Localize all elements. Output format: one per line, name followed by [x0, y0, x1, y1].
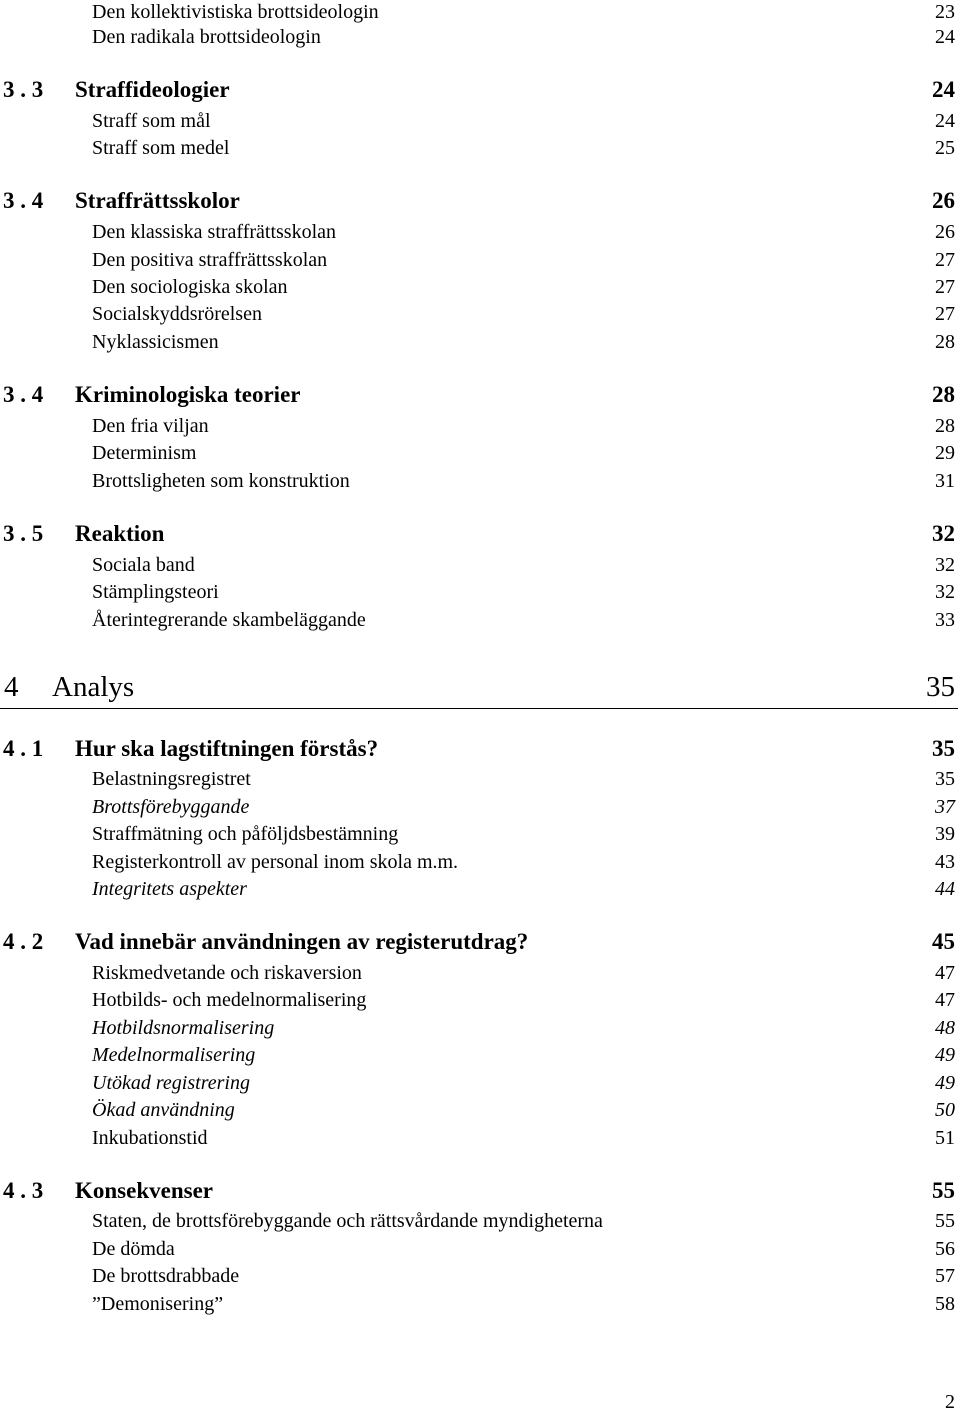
toc-entry-title: De brottsdrabbade: [92, 1265, 240, 1287]
toc-entry-page: 55: [935, 1210, 955, 1232]
toc-subsection-entry[interactable]: [0, 1124, 955, 1152]
toc-entry-title: Hotbilds- och medelnormalisering: [92, 989, 367, 1011]
toc-subsection-entry[interactable]: [0, 467, 955, 495]
toc-subsection-entry[interactable]: [0, 1069, 955, 1097]
toc-entry-title: Den radikala brottsideologin: [92, 26, 321, 48]
toc-entry-title: Straffmätning och påföljdsbestämning: [92, 823, 399, 845]
toc-entry-page: 44: [935, 878, 955, 900]
toc-entry-title: Den sociologiska skolan: [92, 276, 288, 298]
toc-entry-page: 28: [935, 331, 955, 353]
toc-entry-title: Sociala band: [92, 554, 195, 576]
toc-entry-page: 23: [935, 1, 955, 23]
toc-subsection-entry[interactable]: [0, 1290, 955, 1318]
toc-entry-page: 27: [935, 276, 955, 298]
toc-entry-page: 45: [932, 929, 955, 954]
toc-subsection-entry[interactable]: [0, 765, 955, 793]
toc-subsection-entry[interactable]: [0, 107, 955, 135]
toc-entry-number: 3 . 4: [3, 382, 44, 407]
toc-entry-title: Utökad registrering: [92, 1072, 250, 1094]
toc-entry-page: 35: [935, 768, 955, 790]
toc-entry-page: 32: [932, 521, 955, 546]
toc-entry-title: Kriminologiska teorier: [75, 382, 301, 407]
toc-entry-number: 4 . 2: [3, 929, 44, 954]
toc-section-entry[interactable]: [0, 927, 955, 957]
toc-entry-page: 28: [935, 415, 955, 437]
toc-entry-number: 3 . 4: [3, 188, 44, 213]
toc-subsection-entry[interactable]: [0, 328, 955, 356]
toc-subsection-entry[interactable]: [0, 986, 955, 1014]
toc-entry-page: 26: [932, 188, 955, 213]
toc-entry-page: 32: [935, 581, 955, 603]
toc-entry-title: Vad innebär användningen av registerutdrag?: [75, 929, 529, 954]
page-number: 2: [945, 1391, 955, 1413]
toc-subsection-entry[interactable]: [0, 1262, 955, 1290]
toc-entry-page: 50: [935, 1099, 955, 1121]
toc-entry-page: 49: [935, 1072, 955, 1094]
toc-entry-title: Inkubationstid: [92, 1127, 208, 1149]
toc-subsection-entry[interactable]: [0, 793, 955, 821]
toc-subsection-entry[interactable]: [0, 273, 955, 301]
toc-entry-page: 47: [935, 989, 955, 1011]
toc-subsection-entry[interactable]: [0, 439, 955, 467]
toc-entry-page: 28: [932, 382, 955, 407]
toc-subsection-entry[interactable]: [0, 300, 955, 328]
toc-subsection-entry[interactable]: [0, 606, 955, 634]
toc-entry-page: 27: [935, 249, 955, 271]
toc-entry-page: 47: [935, 962, 955, 984]
toc-entry-title: Determinism: [92, 442, 197, 464]
toc-entry-page: 35: [926, 671, 955, 703]
toc-entry-page: 24: [935, 110, 955, 132]
toc-entry-title: Den klassiska straffrättsskolan: [92, 221, 337, 243]
toc-entry-page: 49: [935, 1044, 955, 1066]
toc-entry-title: Hotbildsnormalisering: [92, 1017, 275, 1039]
toc-entry-title: Brottsförebyggande: [92, 796, 250, 818]
toc-subsection-entry[interactable]: [0, 959, 955, 987]
toc-entry-title: Socialskyddsrörelsen: [92, 303, 262, 325]
toc-subsection-entry[interactable]: [0, 1096, 955, 1124]
toc-entry-page: 43: [935, 851, 955, 873]
toc-entry-title: Registerkontroll av personal inom skola m.m.: [92, 851, 459, 873]
toc-entry-number: 4 . 3: [3, 1178, 44, 1203]
toc-section-entry[interactable]: [0, 734, 955, 764]
toc-entry-title: Straff som mål: [92, 110, 211, 132]
toc-entry-title: Straffrättsskolor: [75, 188, 240, 213]
toc-entry-page: 26: [935, 221, 955, 243]
toc-entry-number: 4: [4, 671, 19, 703]
toc-subsection-entry[interactable]: [0, 246, 955, 274]
toc-entry-title: Den kollektivistiska brottsideologin: [92, 1, 379, 23]
toc-section-entry[interactable]: [0, 380, 955, 410]
toc-entry-title: Den fria viljan: [92, 415, 209, 437]
toc-entry-title: ”Demonisering”: [92, 1293, 224, 1315]
toc-entry-title: Återintegrerande skambeläggande: [92, 609, 366, 631]
toc-entry-title: Brottsligheten som konstruktion: [92, 470, 350, 492]
toc-entry-page: 24: [935, 26, 955, 48]
toc-section-entry[interactable]: [0, 186, 955, 216]
toc-entry-page: 55: [932, 1178, 955, 1203]
toc-entry-page: 39: [935, 823, 955, 845]
toc-entry-title: Straff som medel: [92, 137, 230, 159]
toc-section-entry[interactable]: [0, 1176, 955, 1206]
toc-entry-title: Analys: [52, 671, 135, 703]
toc-entry-title: Straffideologier: [75, 77, 230, 102]
toc-subsection-entry[interactable]: [0, 551, 955, 579]
toc-entry-page: 24: [932, 77, 955, 102]
toc-entry-page: 37: [935, 796, 955, 818]
toc-entry-title: Riskmedvetande och riskaversion: [92, 962, 362, 984]
toc-section-entry[interactable]: [0, 75, 955, 105]
toc-subsection-entry[interactable]: [0, 848, 955, 876]
toc-entry-title: Ökad användning: [92, 1099, 235, 1121]
toc-entry-page: 25: [935, 137, 955, 159]
toc-entry-page: 27: [935, 303, 955, 325]
toc-subsection-entry[interactable]: [0, 578, 955, 606]
toc-entry-title: Reaktion: [75, 521, 165, 546]
toc-subsection-entry[interactable]: [0, 1235, 955, 1263]
toc-entry-title: Hur ska lagstiftningen förstås?: [75, 736, 379, 761]
toc-entry-page: 57: [935, 1265, 955, 1287]
toc-entry-page: 31: [935, 470, 955, 492]
toc-subsection-entry[interactable]: [0, 1041, 955, 1069]
toc-subsection-entry[interactable]: [0, 1014, 955, 1042]
toc-entry-number: 3 . 3: [3, 77, 44, 102]
toc-entry-title: Integritets aspekter: [92, 878, 247, 900]
chapter-divider: [0, 708, 958, 709]
toc-chapter-entry[interactable]: [0, 668, 955, 706]
toc-subsection-entry[interactable]: [0, 875, 955, 903]
toc-entry-page: 58: [935, 1293, 955, 1315]
toc-entry-number: 3 . 5: [3, 521, 44, 546]
toc-entry-title: Den positiva straffrättsskolan: [92, 249, 328, 271]
toc-entry-title: De dömda: [92, 1238, 175, 1260]
toc-entry-page: 56: [935, 1238, 955, 1260]
toc-entry-page: 29: [935, 442, 955, 464]
toc-entry-title: Konsekvenser: [75, 1178, 213, 1203]
toc-entry-title: Staten, de brottsförebyggande och rättsvårdande myndigheterna: [92, 1210, 603, 1232]
toc-entry-title: Medelnormalisering: [92, 1044, 256, 1066]
toc-entry-number: 4 . 1: [3, 736, 44, 761]
toc-subsection-entry[interactable]: [0, 820, 955, 848]
toc-entry-page: 32: [935, 554, 955, 576]
toc-subsection-entry[interactable]: [0, 1207, 955, 1235]
toc-section-entry[interactable]: [0, 519, 955, 549]
toc-entry-title: Belastningsregistret: [92, 768, 251, 790]
toc-entry-page: 33: [935, 609, 955, 631]
toc-entry-title: Nyklassicismen: [92, 331, 219, 353]
toc-subsection-entry[interactable]: [0, 218, 955, 246]
toc-entry-title: Stämplingsteori: [92, 581, 219, 603]
toc-entry-page: 51: [935, 1127, 955, 1149]
toc-subsection-entry[interactable]: [0, 23, 955, 51]
toc-entry-page: 35: [932, 736, 955, 761]
toc-subsection-entry[interactable]: [0, 412, 955, 440]
toc-entry-page: 48: [935, 1017, 955, 1039]
toc-subsection-entry[interactable]: [0, 134, 955, 162]
